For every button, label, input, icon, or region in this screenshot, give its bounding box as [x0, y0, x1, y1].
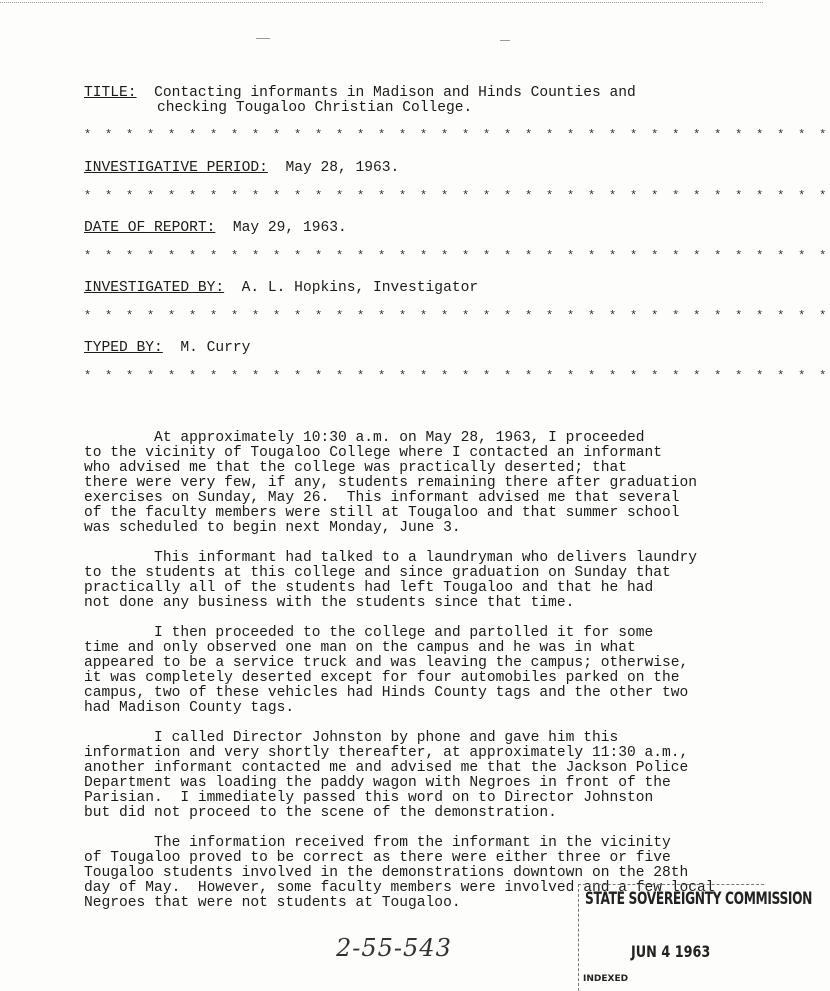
period-label: INVESTIGATIVE PERIOD: — [84, 160, 268, 176]
paragraph-4: I called Director Johnston by phone and gave him this information and very shortly thereafter, at approximately 11:30 a.m., another informant contacted me and advised me that the Jackson Police Department was loading the paddy wagon with Negroes in front of the Parisian. I immediately passed this word on to Director Johnston but did not proceed to the scene of the demonstration. — [84, 730, 689, 821]
paragraph-1: At approximately 10:30 a.m. on May 28, 1963, I proceeded to the vicinity of Tougaloo College where I contacted an informant who advised me that the college was practically deserted; that there were very few, if any, students remaining there after graduation exercises on Sunday, May 26. This informant advised me that several of the faculty members were still at Tougaloo and that summer school was scheduled to begin next Monday, June 3. — [84, 430, 698, 536]
investigative-period — [84, 161, 399, 176]
paragraph-3: I then proceeded to the college and partolled it for some time and only observed one man on the campus and he was in what appeared to be a service truck and was leaving the campus; otherwise, it was completely deserted except for four automobiles parked on the campus, two of these vehicles had Hinds County tags and the other two had Madison County tags. — [84, 625, 689, 716]
star-divider: * * * * * * * * * * * * * * * * * * * * * * * * * * * * * * * * * * * * — [84, 128, 830, 142]
commission-stamp — [578, 884, 813, 991]
period-value: May 28, 1963. — [285, 160, 400, 176]
investigator-value: A. L. Hopkins, Investigator — [241, 280, 479, 296]
date-value: May 29, 1963. — [232, 220, 347, 236]
stamp-date: JUN 4 1963 — [631, 942, 711, 961]
title-label: TITLE: — [84, 85, 137, 101]
star-divider: * * * * * * * * * * * * * * * * * * * * * * * * * * * * * * * * * * * * — [84, 369, 830, 383]
date-label: DATE OF REPORT: — [84, 220, 216, 236]
investigator-label: INVESTIGATED BY: — [84, 280, 225, 296]
stamp-title: STATE SOVEREIGNTY COMMISSION — [585, 889, 813, 909]
investigated-by — [84, 281, 478, 296]
paragraph-5: The information received from the informant in the vicinity of Tougaloo proved to be correct as there were either three or five Tougaloo students involved in the demonstrations downtown on the 28th day of May. However, some faculty members were involved and a few local Negroes that were not students at Tougaloo. — [84, 835, 715, 911]
typed-label: TYPED BY: — [84, 340, 163, 356]
star-divider: * * * * * * * * * * * * * * * * * * * * * * * * * * * * * * * * * * * * — [84, 249, 830, 263]
scan-mark — [500, 40, 510, 41]
scan-mark — [256, 38, 270, 39]
title-text-1: Contacting informants in Madison and Hinds Counties and — [154, 85, 636, 101]
date-of-report — [84, 221, 347, 236]
stamp-indexed: INDEXED — [583, 974, 629, 984]
document-number: 2-55-543 — [336, 934, 452, 962]
top-edge-rule — [0, 2, 763, 3]
star-divider: * * * * * * * * * * * * * * * * * * * * * * * * * * * * * * * * * * * * — [84, 309, 830, 323]
typed-by — [84, 341, 250, 356]
title-line-1 — [84, 86, 636, 101]
star-divider: * * * * * * * * * * * * * * * * * * * * * * * * * * * * * * * * * * * * — [84, 189, 830, 203]
paragraph-2: This informant had talked to a laundryman who delivers laundry to the students at this college and since graduation on Sunday that practically all of the students had left Tougaloo and that he had not done any business with the students since that time. — [84, 550, 698, 611]
typed-value: M. Curry — [180, 340, 251, 356]
title-text-2: checking Tougaloo Christian College. — [157, 100, 473, 116]
